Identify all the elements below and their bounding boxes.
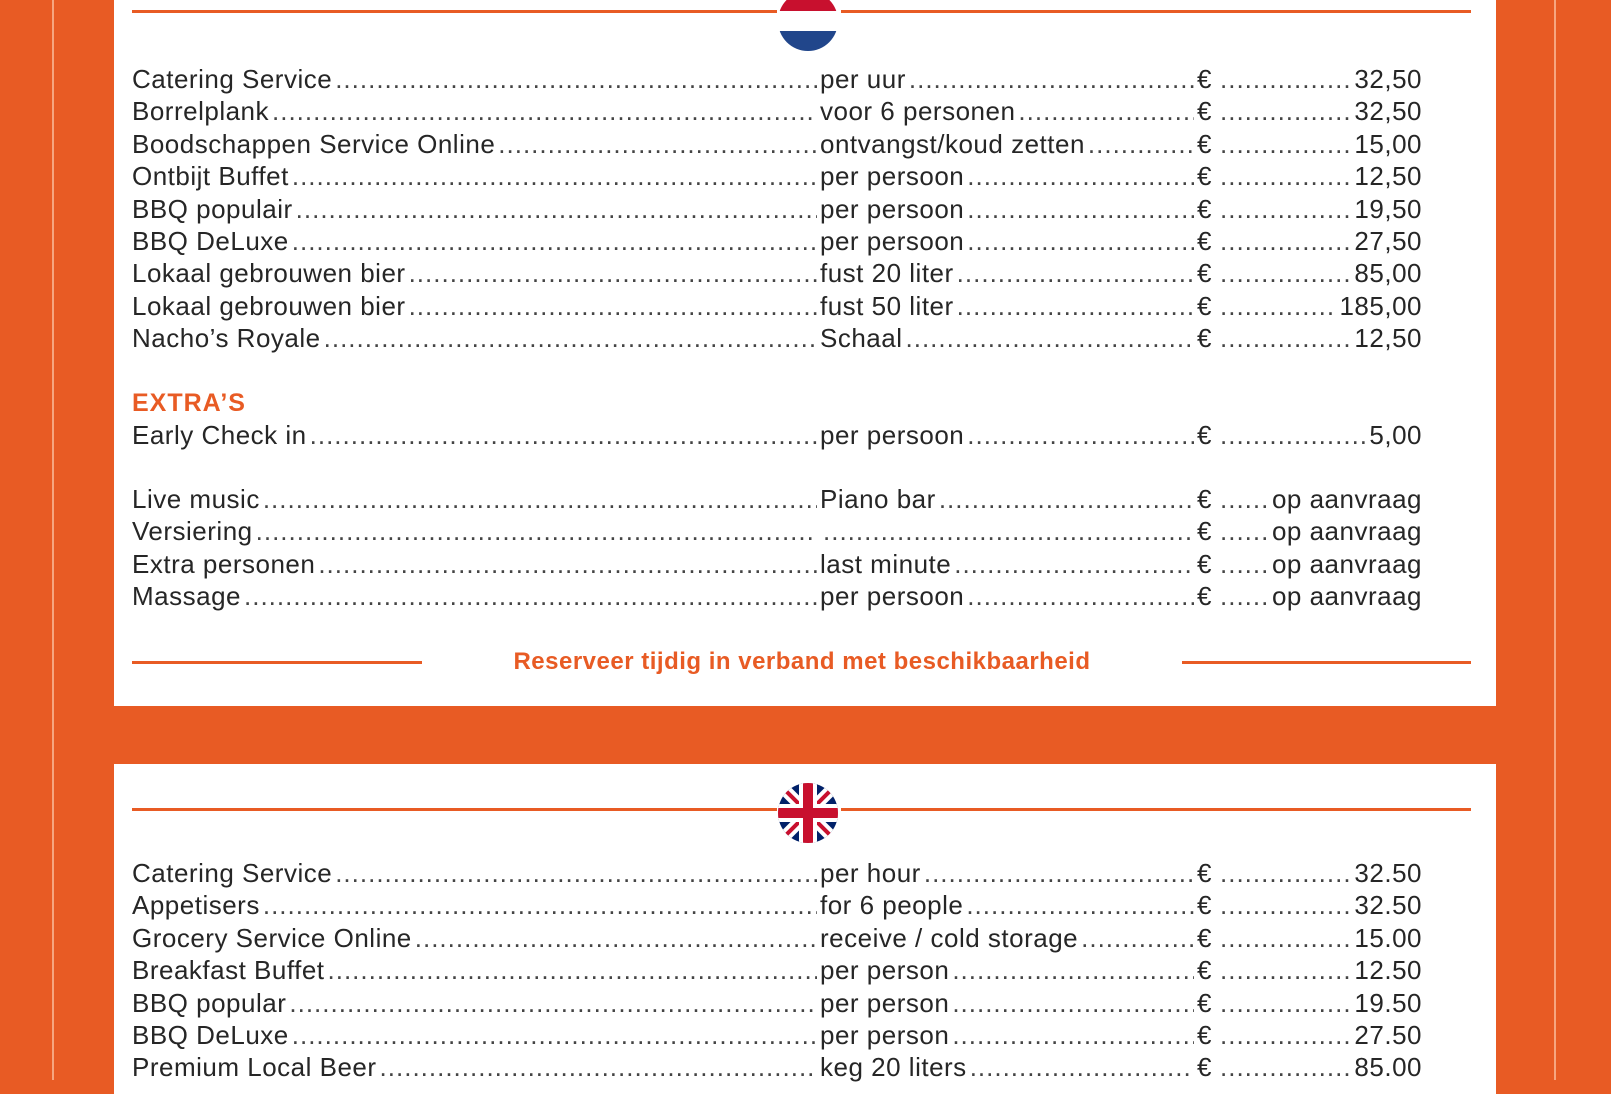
dot-leader: [310, 419, 817, 451]
item-unit: for 6 people: [820, 890, 964, 921]
dot-leader: [967, 193, 1194, 225]
dot-leader: [292, 225, 817, 257]
item-name: Breakfast Buffet: [132, 955, 325, 986]
united-kingdom-flag-icon: [777, 782, 839, 844]
dot-leader: [967, 580, 1194, 612]
item-unit: per persoon: [820, 419, 965, 450]
price-row: [132, 515, 1452, 547]
dot-leader: [1220, 922, 1351, 954]
dot-leader: [1220, 290, 1336, 322]
price-row: [132, 193, 1452, 225]
item-name: BBQ popular: [132, 987, 287, 1018]
reservation-note: [132, 645, 1471, 679]
currency-symbol: €: [1197, 516, 1212, 547]
dot-leader: [1220, 1019, 1351, 1051]
item-unit: fust 20 liter: [820, 258, 954, 289]
item-unit: keg 20 liters: [820, 1052, 967, 1083]
price-row: [132, 322, 1452, 354]
item-unit: per persoon: [820, 161, 965, 192]
currency-symbol: €: [1197, 258, 1212, 289]
currency-symbol: €: [1197, 1019, 1212, 1050]
currency-symbol: €: [1197, 128, 1212, 159]
item-name: Versiering: [132, 516, 253, 547]
dot-leader: [380, 1051, 817, 1083]
item-price: 15.00: [1354, 922, 1422, 953]
item-name: Catering Service: [132, 858, 333, 888]
dot-leader: [970, 1051, 1194, 1083]
item-name: Borrelplank: [132, 96, 270, 127]
dot-leader: [415, 922, 817, 954]
dutch-price-list: [132, 63, 1452, 612]
dot-leader: [957, 257, 1194, 289]
item-name: Early Check in: [132, 419, 307, 450]
price-row: [132, 1051, 1452, 1083]
item-name: Live music: [132, 483, 260, 514]
currency-symbol: €: [1197, 548, 1212, 579]
dot-leader: [1220, 954, 1351, 986]
item-price: op aanvraag: [1271, 483, 1422, 514]
item-name: BBQ DeLuxe: [132, 225, 289, 256]
divider-line: [1182, 661, 1471, 664]
item-price: op aanvraag: [1271, 581, 1422, 612]
dot-leader: [909, 63, 1194, 95]
item-unit: Schaal: [820, 323, 903, 354]
dot-leader: [1220, 225, 1351, 257]
dot-leader: [1220, 548, 1269, 580]
currency-symbol: €: [1197, 955, 1212, 986]
dot-leader: [1220, 193, 1351, 225]
dot-leader: [256, 515, 817, 547]
price-row: [132, 483, 1452, 515]
item-unit: ontvangst/koud zetten: [820, 128, 1085, 159]
dot-leader: [292, 1019, 817, 1051]
item-name: Massage: [132, 581, 241, 612]
dot-leader: [1220, 63, 1351, 95]
item-unit: per hour: [820, 858, 921, 888]
item-name: Ontbijt Buffet: [132, 161, 289, 192]
price-row: [132, 922, 1452, 954]
dot-leader: [409, 257, 817, 289]
dot-leader: [1220, 483, 1269, 515]
dot-leader: [498, 128, 817, 160]
price-row: [132, 290, 1452, 322]
dot-leader: [966, 889, 1194, 921]
item-price: 15,00: [1354, 128, 1422, 159]
item-price: 32,50: [1354, 64, 1422, 94]
dot-leader: [409, 290, 817, 322]
item-price: 85,00: [1354, 258, 1422, 289]
divider-line: [132, 808, 777, 811]
currency-symbol: €: [1197, 225, 1212, 256]
dutch-price-card: [114, 0, 1496, 706]
price-row: [132, 419, 1452, 451]
dot-leader: [328, 954, 817, 986]
dot-leader: [244, 580, 817, 612]
dot-leader: [1088, 128, 1194, 160]
dot-leader: [289, 987, 817, 1019]
item-price: 85.00: [1354, 1052, 1422, 1083]
price-row: [132, 548, 1452, 580]
currency-symbol: €: [1197, 1052, 1212, 1083]
item-name: Lokaal gebrouwen bier: [132, 290, 406, 321]
dot-leader: [263, 483, 817, 515]
dot-leader: [1220, 580, 1269, 612]
price-row: [132, 987, 1452, 1019]
item-price: 32.50: [1354, 858, 1422, 888]
item-name: Appetisers: [132, 890, 260, 921]
currency-symbol: €: [1197, 193, 1212, 224]
item-price: 27.50: [1354, 1019, 1422, 1050]
dot-leader: [296, 193, 817, 225]
dot-leader: [335, 857, 817, 889]
dot-leader: [324, 322, 817, 354]
currency-symbol: €: [1197, 323, 1212, 354]
dot-leader: [952, 987, 1194, 1019]
dot-leader: [1220, 857, 1351, 889]
reservation-note-text: Reserveer tijdig in verband met beschikbaarheid: [513, 648, 1091, 675]
dot-leader: [1220, 987, 1351, 1019]
item-price: 32,50: [1354, 96, 1422, 127]
item-name: Premium Local Beer: [132, 1052, 377, 1083]
english-header-divider: [132, 788, 1471, 850]
currency-symbol: €: [1197, 890, 1212, 921]
currency-symbol: €: [1197, 96, 1212, 127]
item-unit: per persoon: [820, 225, 965, 256]
item-price: 12.50: [1354, 955, 1422, 986]
price-row: [132, 160, 1452, 192]
dot-leader: [1220, 515, 1269, 547]
currency-symbol: €: [1197, 858, 1212, 888]
currency-symbol: €: [1197, 483, 1212, 514]
price-row: [132, 1019, 1452, 1051]
currency-symbol: €: [1197, 581, 1212, 612]
dot-leader: [1220, 889, 1351, 921]
price-row: [132, 580, 1452, 612]
english-price-card: [114, 764, 1496, 1094]
dot-leader: [952, 954, 1194, 986]
currency-symbol: €: [1197, 922, 1212, 953]
dot-leader: [1018, 95, 1194, 127]
item-price: 19,50: [1354, 193, 1422, 224]
divider-line: [841, 808, 1471, 811]
currency-symbol: €: [1197, 290, 1212, 321]
dot-leader: [272, 95, 817, 127]
currency-symbol: €: [1197, 161, 1212, 192]
price-row: [132, 63, 1452, 95]
divider-line: [841, 10, 1471, 13]
item-unit: voor 6 personen: [820, 96, 1016, 127]
divider-line: [132, 661, 422, 664]
item-price: 5,00: [1369, 419, 1422, 450]
dot-leader: [957, 290, 1194, 322]
item-unit: per persoon: [820, 193, 965, 224]
english-price-list: [132, 857, 1452, 1084]
item-price: 185,00: [1339, 290, 1422, 321]
item-price: 12,50: [1354, 161, 1422, 192]
currency-symbol: €: [1197, 419, 1212, 450]
price-row: [132, 128, 1452, 160]
right-edge-line: [1554, 0, 1556, 1080]
dot-leader: [1220, 128, 1351, 160]
dot-leader: [1220, 257, 1351, 289]
currency-symbol: €: [1197, 64, 1212, 94]
item-unit: per person: [820, 987, 950, 1018]
item-price: 12,50: [1354, 323, 1422, 354]
item-name: BBQ DeLuxe: [132, 1019, 289, 1050]
item-unit: per person: [820, 955, 950, 986]
dutch-header-divider: [132, 0, 1471, 52]
dot-leader: [924, 857, 1194, 889]
dot-leader: [1220, 160, 1351, 192]
dot-leader: [263, 889, 817, 921]
dot-leader: [823, 515, 1194, 547]
dot-leader: [954, 548, 1194, 580]
dot-leader: [967, 419, 1194, 451]
item-name: Lokaal gebrouwen bier: [132, 258, 406, 289]
dot-leader: [318, 548, 817, 580]
item-name: Boodschappen Service Online: [132, 128, 496, 159]
price-row: [132, 857, 1452, 889]
item-name: Catering Service: [132, 64, 333, 94]
item-unit: per person: [820, 1019, 950, 1050]
currency-symbol: €: [1197, 987, 1212, 1018]
dot-leader: [1220, 419, 1366, 451]
dot-leader: [292, 160, 817, 192]
item-name: Extra personen: [132, 548, 316, 579]
divider-line: [132, 10, 777, 13]
dot-leader: [1220, 95, 1351, 127]
item-name: Nacho’s Royale: [132, 323, 321, 354]
item-price: op aanvraag: [1271, 516, 1422, 547]
dot-leader: [335, 63, 817, 95]
item-unit: receive / cold storage: [820, 922, 1079, 953]
price-row: [132, 95, 1452, 127]
dot-leader: [1081, 922, 1194, 954]
item-unit: per persoon: [820, 581, 965, 612]
item-unit: Piano bar: [820, 483, 936, 514]
left-edge-line: [52, 0, 54, 1080]
item-price: op aanvraag: [1271, 548, 1422, 579]
extras-heading: EXTRA’S: [132, 388, 246, 417]
item-price: 19.50: [1354, 987, 1422, 1018]
item-unit: last minute: [820, 548, 952, 579]
dot-leader: [967, 160, 1194, 192]
dot-leader: [906, 322, 1195, 354]
dot-leader: [1220, 1051, 1351, 1083]
dot-leader: [1220, 322, 1351, 354]
price-row: [132, 954, 1452, 986]
item-name: BBQ populair: [132, 193, 293, 224]
dot-leader: [967, 225, 1194, 257]
netherlands-flag-icon: [777, 0, 839, 52]
dot-leader: [952, 1019, 1194, 1051]
price-row: [132, 225, 1452, 257]
price-row: [132, 257, 1452, 289]
price-row: [132, 889, 1452, 921]
dot-leader: [939, 483, 1194, 515]
item-unit: fust 50 liter: [820, 290, 954, 321]
item-price: 32.50: [1354, 890, 1422, 921]
item-name: Grocery Service Online: [132, 922, 412, 953]
item-unit: per uur: [820, 64, 906, 94]
item-price: 27,50: [1354, 225, 1422, 256]
